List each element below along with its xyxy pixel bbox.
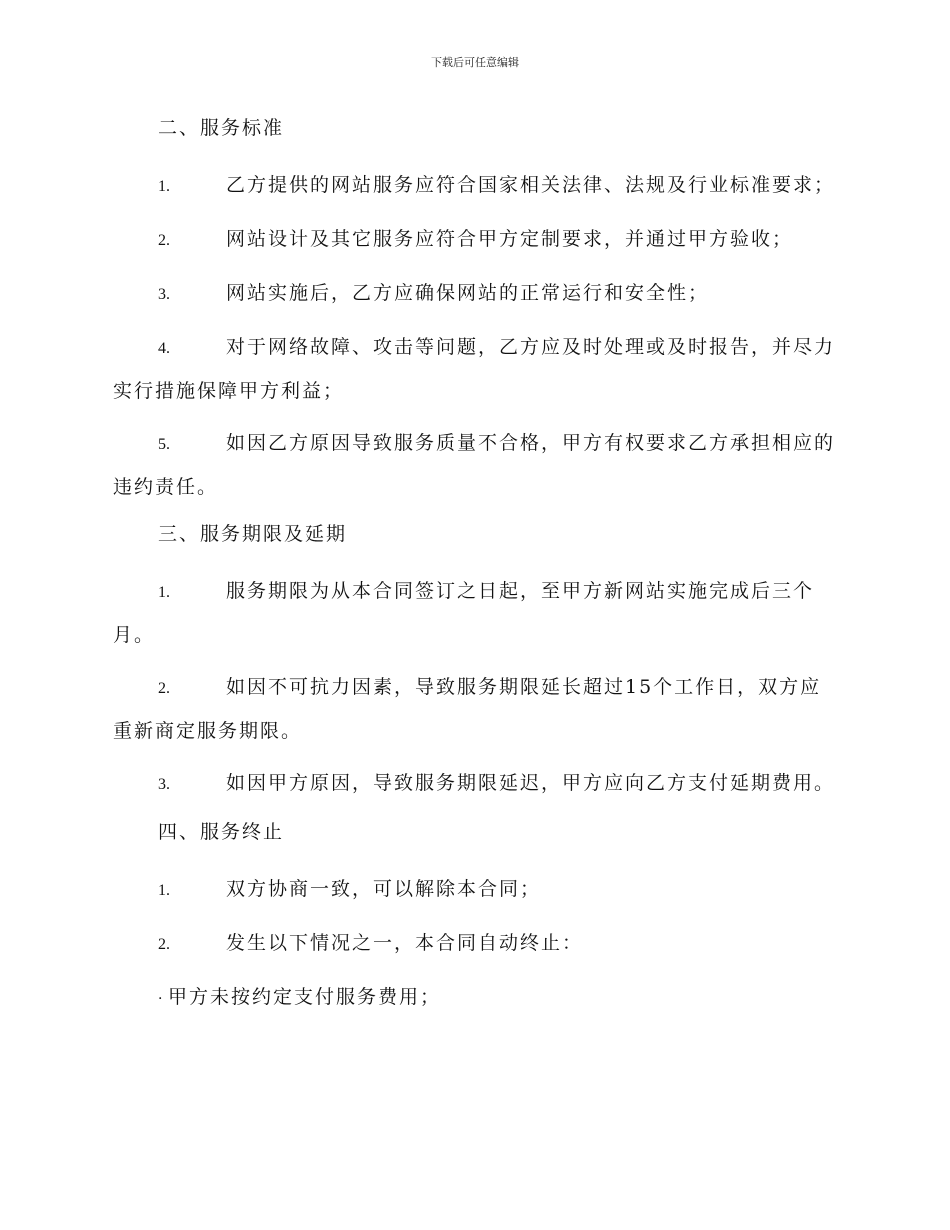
list-item [113, 218, 835, 262]
list-item [113, 922, 835, 966]
item-number: 1. [158, 584, 170, 601]
list-item [113, 570, 835, 656]
item-text: 网站设计及其它服务应符合甲方定制要求，并通过甲方验收； [226, 228, 794, 250]
item-text: 双方协商一致，可以解除本合同； [226, 878, 542, 900]
item-number: 1. [158, 178, 170, 195]
list-item [113, 326, 835, 412]
item-text: 如因不可抗力因素，导致服务期限延长超过15个工作日，双方应重新商定服务期限。 [113, 676, 822, 742]
bullet-mark: · [158, 991, 165, 1007]
item-number: 3. [158, 286, 170, 303]
item-number: 1. [158, 882, 170, 899]
bullet-list-item [158, 976, 835, 1020]
item-number: 5. [158, 436, 170, 453]
section-heading: 二、服务标准 [158, 117, 285, 139]
item-text: 服务期限为从本合同签订之日起，至甲方新网站实施完成后三个月。 [113, 580, 815, 646]
item-text: 乙方提供的网站服务应符合国家相关法律、法规及行业标准要求； [226, 174, 836, 196]
list-item [113, 868, 835, 912]
bullet-text: 甲方未按约定支付服务费用； [168, 986, 442, 1008]
item-text: 如因甲方原因，导致服务期限延迟，甲方应向乙方支付延期费用。 [226, 772, 836, 794]
item-text: 网站实施后，乙方应确保网站的正常运行和安全性； [226, 282, 710, 304]
item-number: 3. [158, 776, 170, 793]
list-item [113, 422, 835, 508]
item-text: 如因乙方原因导致服务质量不合格，甲方有权要求乙方承担相应的违约责任。 [113, 432, 836, 498]
item-number: 4. [158, 340, 170, 357]
list-item [113, 272, 835, 316]
item-text: 发生以下情况之一，本合同自动终止： [226, 932, 584, 954]
list-item [113, 164, 835, 208]
list-item [113, 762, 835, 806]
list-item [113, 666, 835, 752]
document-body [113, 112, 835, 1020]
item-number: 2. [158, 680, 170, 697]
item-number: 2. [158, 936, 170, 953]
section-heading: 三、服务期限及延期 [158, 523, 348, 545]
page-header-note: 下载后可任意编辑 [431, 56, 519, 69]
item-text: 对于网络故障、攻击等问题，乙方应及时处理或及时报告，并尽力实行措施保障甲方利益； [113, 336, 836, 402]
section-heading: 四、服务终止 [158, 821, 285, 843]
item-number: 2. [158, 232, 170, 249]
